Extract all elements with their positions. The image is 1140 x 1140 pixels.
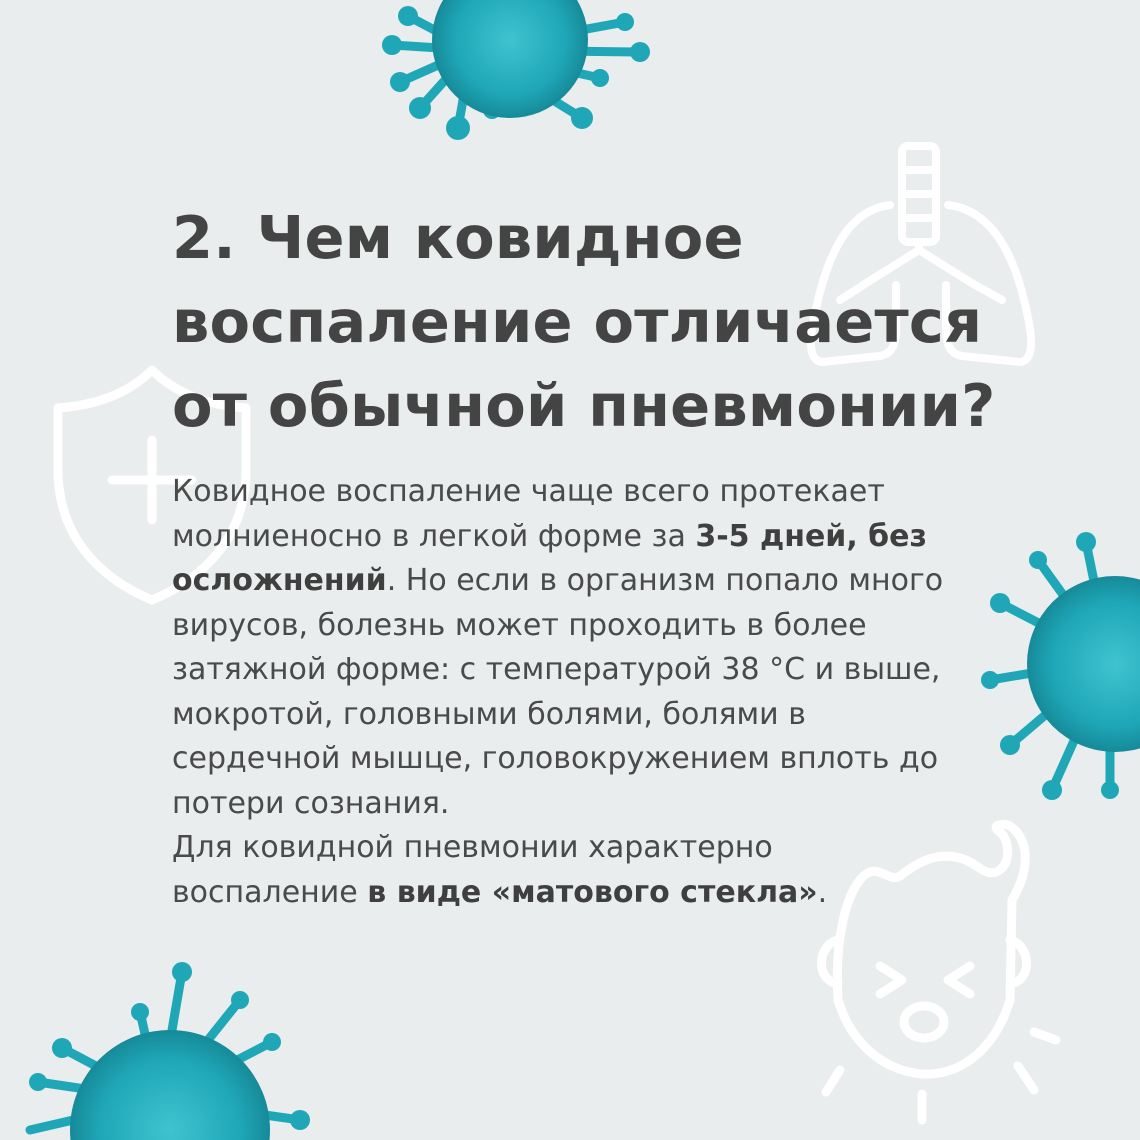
body-line: мокротой, головными болями, болями в (172, 696, 806, 732)
body-line (172, 515, 1032, 560)
title-line: от обычной пневмонии? (172, 371, 996, 440)
title-line: 2. Чем ковидное (172, 203, 744, 272)
body-line: вирусов, болезнь может проходить в более (172, 607, 867, 643)
body-line: Для ковидной пневмонии характерно (172, 830, 773, 865)
body-line (172, 871, 1032, 916)
title-line: воспаление отличается (172, 287, 983, 356)
page-title (172, 196, 1072, 448)
body-line: потери сознания. (172, 785, 450, 821)
highlight-ground-glass: в виде «матового стекла» (367, 874, 818, 910)
body-line: Ковидное воспаление чаще всего протекает (172, 474, 885, 509)
body-line: затяжной форме: с температурой 38 °C и выше, (172, 652, 941, 687)
highlight-duration: 3-5 дней, без (695, 518, 927, 554)
body-line (172, 559, 1032, 604)
body-fragment: молниеносно в легкой форме за (172, 518, 696, 554)
body-fragment: . Но если в организм попало много (386, 563, 944, 598)
body-fragment: воспаление (172, 874, 368, 910)
body-line: сердечной мышце, головокружением вплоть до (172, 741, 939, 776)
body-fragment: . (817, 874, 828, 910)
body-text (172, 470, 1032, 915)
highlight-complications: осложнений (172, 563, 387, 598)
